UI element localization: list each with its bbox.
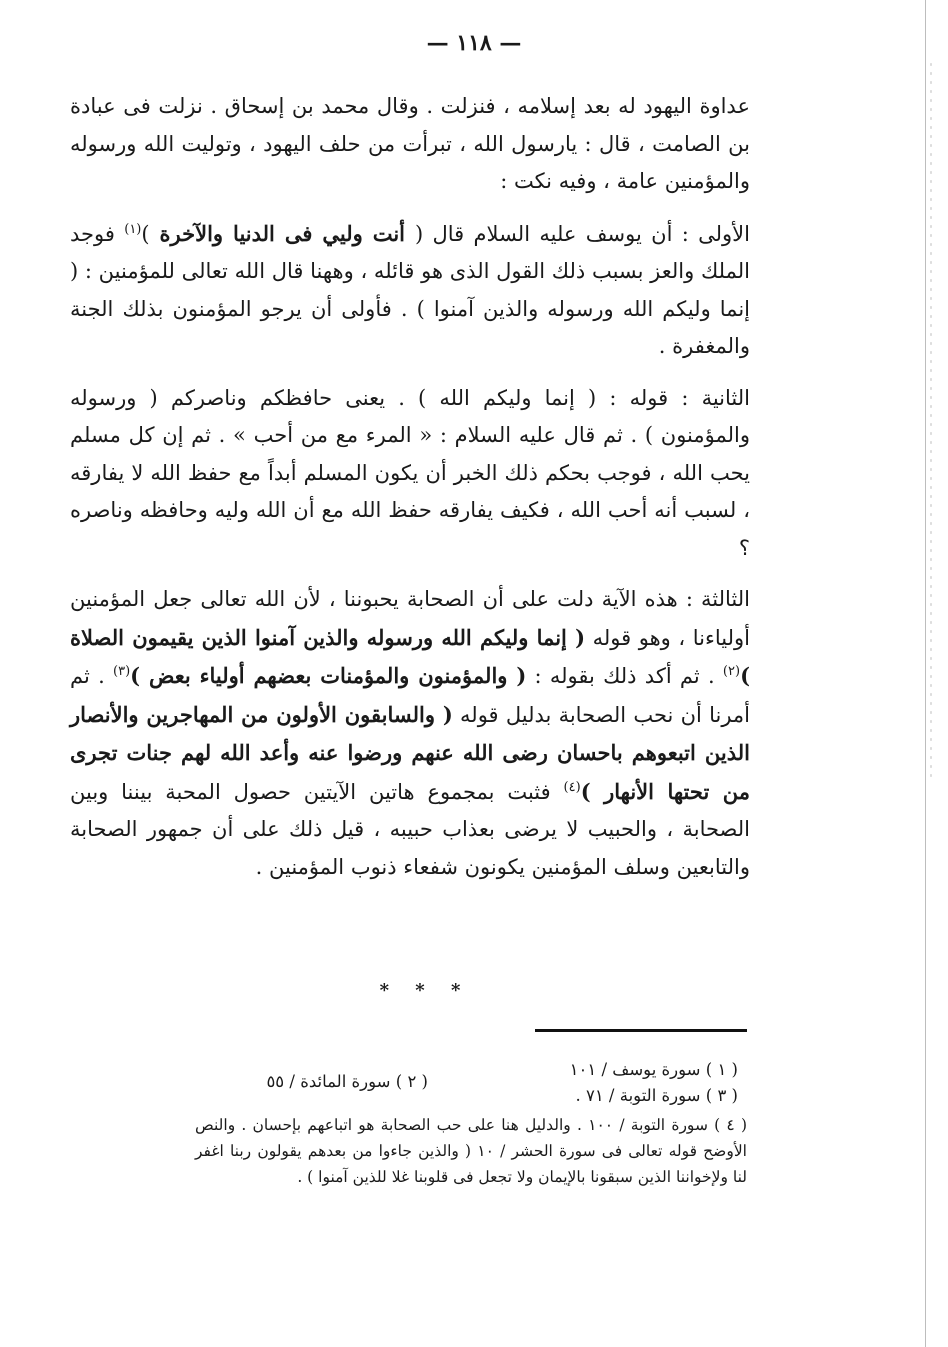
- footnote-ref-4: (٤): [563, 779, 581, 795]
- quran-quote-bold: ( إنما وليكم الله ورسوله والذين آمنوا الذين يقيمون الصلاة ): [70, 624, 750, 688]
- text-run: . ثم أكد ذلك بقوله :: [526, 664, 723, 688]
- footnote-ref-1: (١): [124, 221, 142, 237]
- footnote-ref-3: (٣): [113, 664, 131, 679]
- footnote-ref-2: (٢): [722, 664, 741, 679]
- paragraph-first-point: [70, 215, 750, 366]
- paragraph-second-point: الثانية : قوله : ( إنما وليكم الله ) . يعنى حافظكم وناصركم ( ورسوله والمؤمنون ) . ثم قال عليه السلام : « المرء مع من أحب » . ثم إن كل مسلم يحب الله ، فوجب بحكم ذلك الخبر أن يكون المسلم أبداً مع حفظ الله لا يفارقه ، لسبب أنه أحب الله ، فكيف يفارقه حفظ الله مع أن الله وليه وحافظه وناصره ؟: [70, 385, 750, 560]
- text-run: الأولى : أن يوسف عليه السلام قال (: [414, 221, 750, 246]
- page-edge-line: [925, 0, 926, 1347]
- footnote-1: ( ١ ) سورة يوسف / ١٠١: [569, 1060, 738, 1079]
- footnote-3: ( ٣ ) سورة التوبة / ٧١ .: [575, 1086, 738, 1105]
- text-run: فوجد الملك والعز بسبب ذلك القول الذى هو قائله ، وههنا قال الله تعالى للمؤمنين : ( إنما وليكم الله ورسوله والذين آمنوا ) . فأولى أن يرجو المؤمنون بذلك الجنة والمغفرة .: [70, 221, 750, 358]
- page-edge-speckle: [928, 60, 936, 780]
- footnote-4: ( ٤ ) سورة التوبة / ١٠٠ . والدليل هنا على حب الصحابة هو اتباعهم بإحسان . والنص الأوضح قوله تعالى فى سورة الحشر / ١٠ ( والذين جاءوا من بعدهم يقولون ربنا اغفر لنا ولإخواننا الذين سبقونا بالإيمان ولا تجعل فى قلوبنا غلا للذين آمنوا ) .: [195, 1116, 747, 1186]
- section-separator: * * *: [379, 980, 471, 1001]
- page-number: — ١١٨ —: [426, 30, 522, 56]
- paragraph-third-point: [70, 581, 750, 886]
- paragraph-intro: عداوة اليهود له بعد إسلامه ، فنزلت . وقال محمد بن إسحاق . نزلت فى عبادة بن الصامت ، قال : يارسول الله ، تبرأت من حلف اليهود ، وتوليت الله ورسوله والمؤمنين عامة ، وفيه نكت :: [70, 94, 750, 193]
- main-text: [70, 88, 750, 886]
- quran-quote-bold: ( والسابقون الأولون من المهاجرين والأنصار الذين اتبعوهم باحسان رضى الله عنهم ورضوا عنه وأعد الله لهم جنات تجرى من تحتها الأنهار ): [70, 701, 751, 804]
- text-run: الثالثة : هذه الآية دلت على أن الصحابة يحبوننا ، لأن الله تعالى جعل المؤمنين أولياءنا ، وهو قوله: [70, 587, 750, 650]
- quran-quote-bold: أنت وليي فى الدنيا والآخرة: [149, 220, 415, 246]
- text-run: . ثم أمرنا أن نحب الصحابة بدليل قوله: [70, 664, 750, 727]
- footnote-rule: [535, 1029, 747, 1032]
- footnote-2: ( ٢ ) سورة المائدة / ٥٥: [266, 1072, 428, 1091]
- text-run: فثبت بمجموع هاتين الآيتين حصول المحبة بيننا وبين الصحابة ، والحبيب لا يرضى بعذاب حبيبه ، قيل ذلك على أن جمهور الصحابة والتابعين وسلف المؤمنين يكونون شفعاء ذنوب المؤمنين .: [70, 779, 750, 879]
- text-run: ): [141, 221, 150, 246]
- quran-quote-bold: ( والمؤمنون والمؤمنات بعضهم أولياء بعض ): [130, 663, 527, 688]
